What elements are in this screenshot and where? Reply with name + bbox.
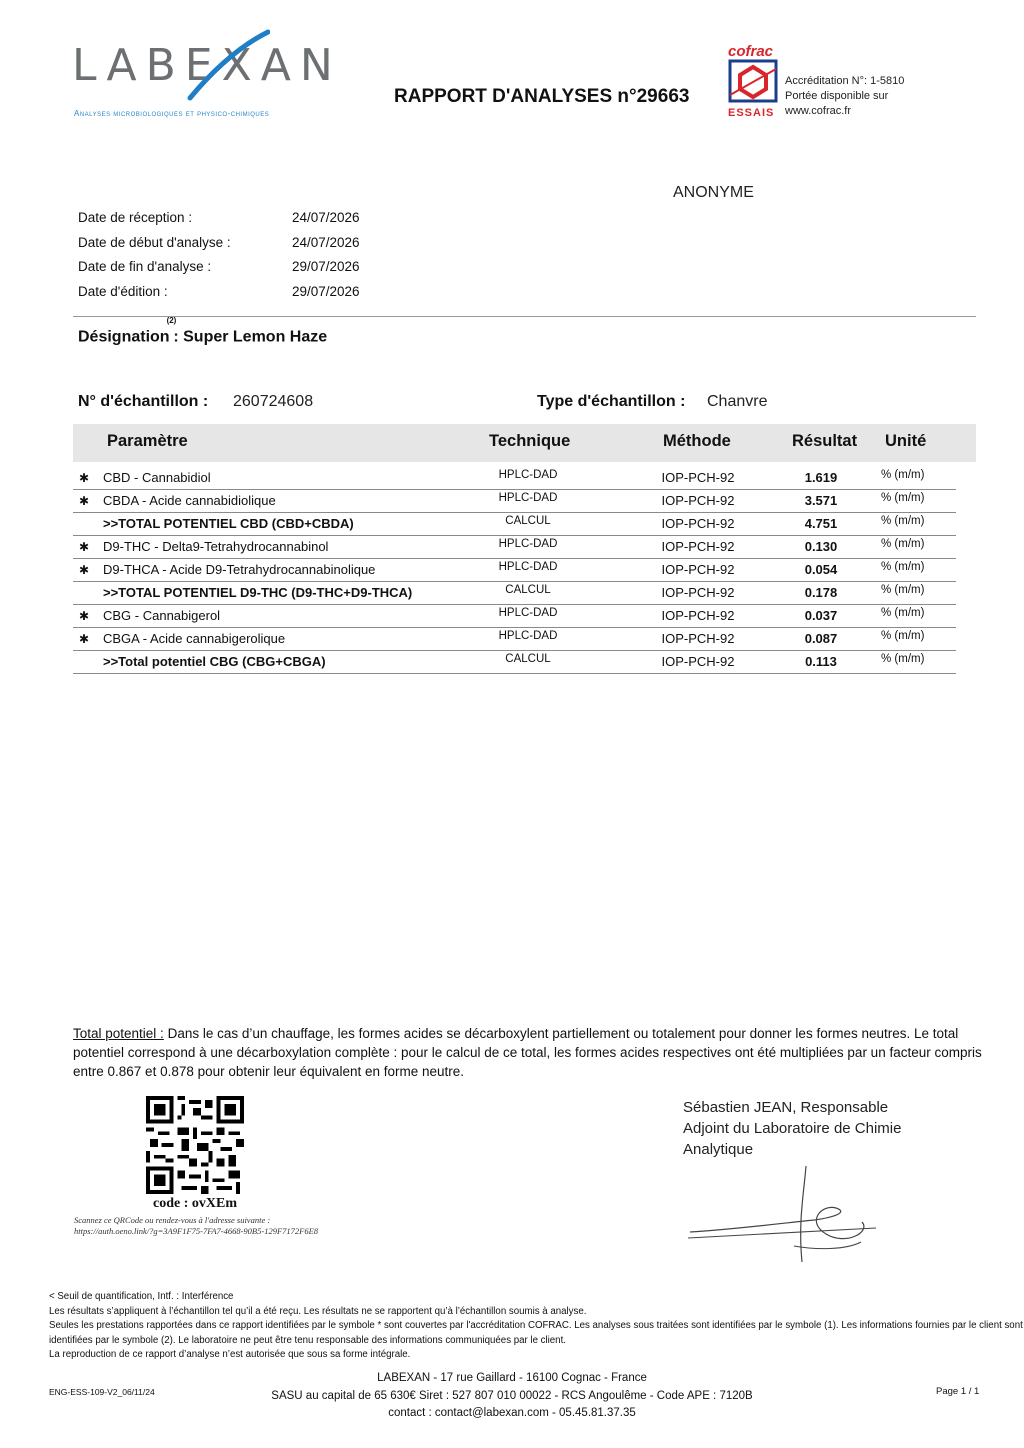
table-row bbox=[73, 628, 956, 651]
technique-cell: HPLC-DAD bbox=[498, 538, 558, 550]
accreditation-star: ✱ bbox=[79, 632, 90, 646]
accreditation-star: ✱ bbox=[79, 563, 90, 577]
table-row bbox=[73, 559, 956, 582]
table-row-total bbox=[73, 651, 956, 674]
param-cell: CBG - Cannabigerol bbox=[103, 608, 221, 623]
divider bbox=[73, 316, 976, 317]
date-label: Date de fin d'analyse : bbox=[78, 259, 212, 274]
technique-cell: CALCUL bbox=[505, 584, 551, 596]
designation-marker: (2) bbox=[166, 316, 177, 325]
signer-line: Analytique bbox=[683, 1141, 754, 1158]
date-row bbox=[78, 259, 360, 284]
method-cell: IOP-PCH-92 bbox=[661, 654, 735, 669]
date-label: Date de réception : bbox=[78, 210, 193, 225]
table-row bbox=[73, 490, 956, 513]
table-row bbox=[73, 467, 956, 490]
cofrac-brand: cofrac bbox=[728, 43, 774, 60]
date-value: 29/07/2026 bbox=[292, 259, 360, 274]
date-label: Date d'édition : bbox=[78, 283, 168, 299]
technique-cell: CALCUL bbox=[505, 515, 551, 527]
unit-cell: % (m/m) bbox=[881, 607, 925, 619]
result-cell: 0.178 bbox=[804, 585, 838, 600]
labexan-logo-text: LABEXAN bbox=[72, 40, 342, 91]
unit-cell: % (m/m) bbox=[881, 653, 925, 665]
footnotes bbox=[49, 1290, 1024, 1363]
qr-code-label: code : ovXEm bbox=[153, 1196, 237, 1211]
table-row bbox=[73, 536, 956, 559]
sample-number-value: 260724608 bbox=[233, 393, 314, 410]
header-parametre: Paramètre bbox=[107, 432, 188, 450]
table-row-total bbox=[73, 582, 956, 605]
designation-value: : Super Lemon Haze bbox=[173, 328, 328, 346]
result-cell: 0.113 bbox=[805, 654, 837, 669]
result-cell: 0.037 bbox=[804, 608, 838, 623]
qr-code-image bbox=[146, 1096, 244, 1194]
method-cell: IOP-PCH-92 bbox=[661, 562, 735, 577]
qr-instruction-line: Scannez ce QRCode ou rendez-vous à l'adresse suivante : bbox=[74, 1215, 271, 1225]
param-cell: D9-THC - Delta9-Tetrahydrocannabinol bbox=[103, 539, 329, 554]
header-technique: Technique bbox=[489, 432, 571, 450]
header-unite: Unité bbox=[885, 432, 927, 450]
table-row bbox=[73, 605, 956, 628]
unit-cell: % (m/m) bbox=[881, 515, 925, 527]
method-cell: IOP-PCH-92 bbox=[661, 516, 735, 531]
result-cell: 0.130 bbox=[804, 539, 838, 554]
date-label: Date de début d'analyse : bbox=[78, 234, 231, 250]
technique-cell: CALCUL bbox=[505, 653, 551, 665]
technique-cell: HPLC-DAD bbox=[498, 630, 558, 642]
accreditation-info bbox=[785, 74, 904, 119]
cofrac-logo bbox=[728, 44, 778, 119]
dates-block bbox=[78, 210, 360, 308]
footnote-line: < Seuil de quantification, Intf. : Interférence bbox=[49, 1291, 234, 1302]
unit-cell: % (m/m) bbox=[881, 469, 925, 481]
footer-line: LABEXAN - 17 rue Gaillard - 16100 Cognac - France bbox=[377, 1372, 647, 1384]
signature-image bbox=[686, 1162, 886, 1272]
table-header bbox=[73, 424, 976, 462]
method-cell: IOP-PCH-92 bbox=[661, 631, 735, 646]
result-cell: 0.054 bbox=[804, 562, 838, 577]
sample-type-label: Type d'échantillon : bbox=[537, 393, 686, 410]
signer-block bbox=[683, 1097, 901, 1160]
param-cell: >>Total potentiel CBG (CBG+CBGA) bbox=[103, 654, 326, 669]
footnote-line: La reproduction de ce rapport d’analyse n’est autorisée que sous sa forme intégrale. bbox=[49, 1349, 411, 1361]
footnote-line: Les résultats s’appliquent à l’échantillon tel qu’il a été reçu. Les résultats ne se rapportent qu’à l’échantillon soumis à analyse. bbox=[49, 1305, 587, 1317]
unit-cell: % (m/m) bbox=[881, 630, 925, 642]
accreditation-star: ✱ bbox=[79, 609, 90, 623]
labexan-logo-subtitle: Analyses microbiologiques et physico-chimiques bbox=[74, 109, 270, 118]
date-row bbox=[78, 284, 360, 309]
date-value: 24/07/2026 bbox=[292, 210, 360, 225]
technique-cell: HPLC-DAD bbox=[498, 561, 558, 573]
sample-number-label: N° d'échantillon : bbox=[78, 393, 209, 410]
date-value: 24/07/2026 bbox=[292, 234, 360, 250]
method-cell: IOP-PCH-92 bbox=[661, 539, 735, 554]
unit-cell: % (m/m) bbox=[881, 492, 925, 504]
result-cell: 0.087 bbox=[804, 631, 838, 646]
date-row bbox=[78, 210, 360, 235]
method-cell: IOP-PCH-92 bbox=[661, 470, 735, 485]
param-cell: >>TOTAL POTENTIEL D9-THC (D9-THC+D9-THCA) bbox=[103, 585, 413, 600]
client-name: ANONYME bbox=[673, 184, 754, 201]
header-methode: Méthode bbox=[663, 432, 731, 450]
method-cell: IOP-PCH-92 bbox=[661, 585, 735, 600]
footnote-line: Seules les prestations rapportées dans ce rapport identifiées par le symbole * sont couvertes par l'accréditation COFRAC. Les analyses sous traitées sont identifiées par le symbole (1). Les informations fournies par le client sont identifiées par le symbole (2). Le laboratoire ne peut être tenu responsable des informations communiquées par le client. bbox=[49, 1320, 1023, 1346]
method-cell: IOP-PCH-92 bbox=[661, 493, 735, 508]
result-cell: 3.571 bbox=[804, 493, 838, 508]
header-resultat: Résultat bbox=[792, 432, 858, 450]
param-cell: CBDA - Acide cannabidiolique bbox=[103, 493, 276, 508]
designation-label: Désignation bbox=[78, 328, 170, 346]
date-value: 29/07/2026 bbox=[292, 283, 360, 299]
results-table bbox=[73, 467, 956, 674]
qr-instructions bbox=[74, 1215, 318, 1237]
unit-cell: % (m/m) bbox=[881, 538, 925, 550]
table-row-total bbox=[73, 513, 956, 536]
param-cell: >>TOTAL POTENTIEL CBD (CBD+CBDA) bbox=[103, 516, 354, 531]
accreditation-number: Accréditation N°: 1-5810 bbox=[785, 75, 905, 87]
param-cell: D9-THCA - Acide D9-Tetrahydrocannabinolique bbox=[103, 562, 376, 577]
accreditation-star: ✱ bbox=[79, 494, 90, 508]
footer-line: contact : contact@labexan.com - 05.45.81.37.35 bbox=[388, 1407, 636, 1419]
unit-cell: % (m/m) bbox=[881, 561, 925, 573]
note-text: Dans le cas d’un chauffage, les formes acides se décarboxylent partiellement ou totalement pour donner les formes neutres. Le total potentiel correspond à une décarboxylation complète : pour le calcul de ce total, les formes acides respectives ont été multipliées par un facteur compris entre 0.867 et 0.878 pour obtenir leur équivalent en forme neutre. bbox=[73, 1026, 982, 1079]
designation bbox=[78, 316, 328, 346]
cofrac-hexagon-icon bbox=[728, 59, 778, 103]
param-cell: CBGA - Acide cannabigerolique bbox=[103, 631, 286, 646]
result-cell: 4.751 bbox=[804, 516, 838, 531]
accreditation-star: ✱ bbox=[79, 540, 90, 554]
total-potentiel-note bbox=[73, 1024, 983, 1081]
sample-type-value: Chanvre bbox=[707, 393, 768, 410]
unit-cell: % (m/m) bbox=[881, 584, 925, 596]
result-cell: 1.619 bbox=[804, 470, 838, 485]
date-row bbox=[78, 235, 360, 260]
technique-cell: HPLC-DAD bbox=[498, 492, 558, 504]
technique-cell: HPLC-DAD bbox=[498, 607, 558, 619]
note-title: Total potentiel : bbox=[73, 1026, 164, 1041]
footer-line: SASU au capital de 65 630€ Siret : 527 807 010 00022 - RCS Angoulême - Code APE : 7120B bbox=[271, 1389, 753, 1402]
method-cell: IOP-PCH-92 bbox=[661, 608, 735, 623]
page-number: Page 1 / 1 bbox=[936, 1386, 980, 1397]
cofrac-essais: ESSAIS bbox=[728, 107, 775, 119]
accreditation-url: www.cofrac.fr bbox=[785, 105, 852, 117]
signer-line: Sébastien JEAN, Responsable bbox=[683, 1099, 889, 1116]
accreditation-scope: Portée disponible sur bbox=[785, 90, 889, 102]
technique-cell: HPLC-DAD bbox=[498, 469, 558, 481]
signer-line: Adjoint du Laboratoire de Chimie bbox=[683, 1120, 902, 1137]
param-cell: CBD - Cannabidiol bbox=[103, 470, 211, 485]
report-title: RAPPORT D'ANALYSES n°29663 bbox=[394, 86, 690, 107]
document-reference: ENG-ESS-109-V2_06/11/24 bbox=[49, 1387, 155, 1397]
accreditation-star: ✱ bbox=[79, 471, 90, 485]
labexan-logo-swoosh bbox=[170, 28, 270, 108]
qr-link: https://auth.oeno.link/?g=3A9F1F75-7FA7-4668-90B5-129F7172F6E8 bbox=[74, 1226, 319, 1236]
